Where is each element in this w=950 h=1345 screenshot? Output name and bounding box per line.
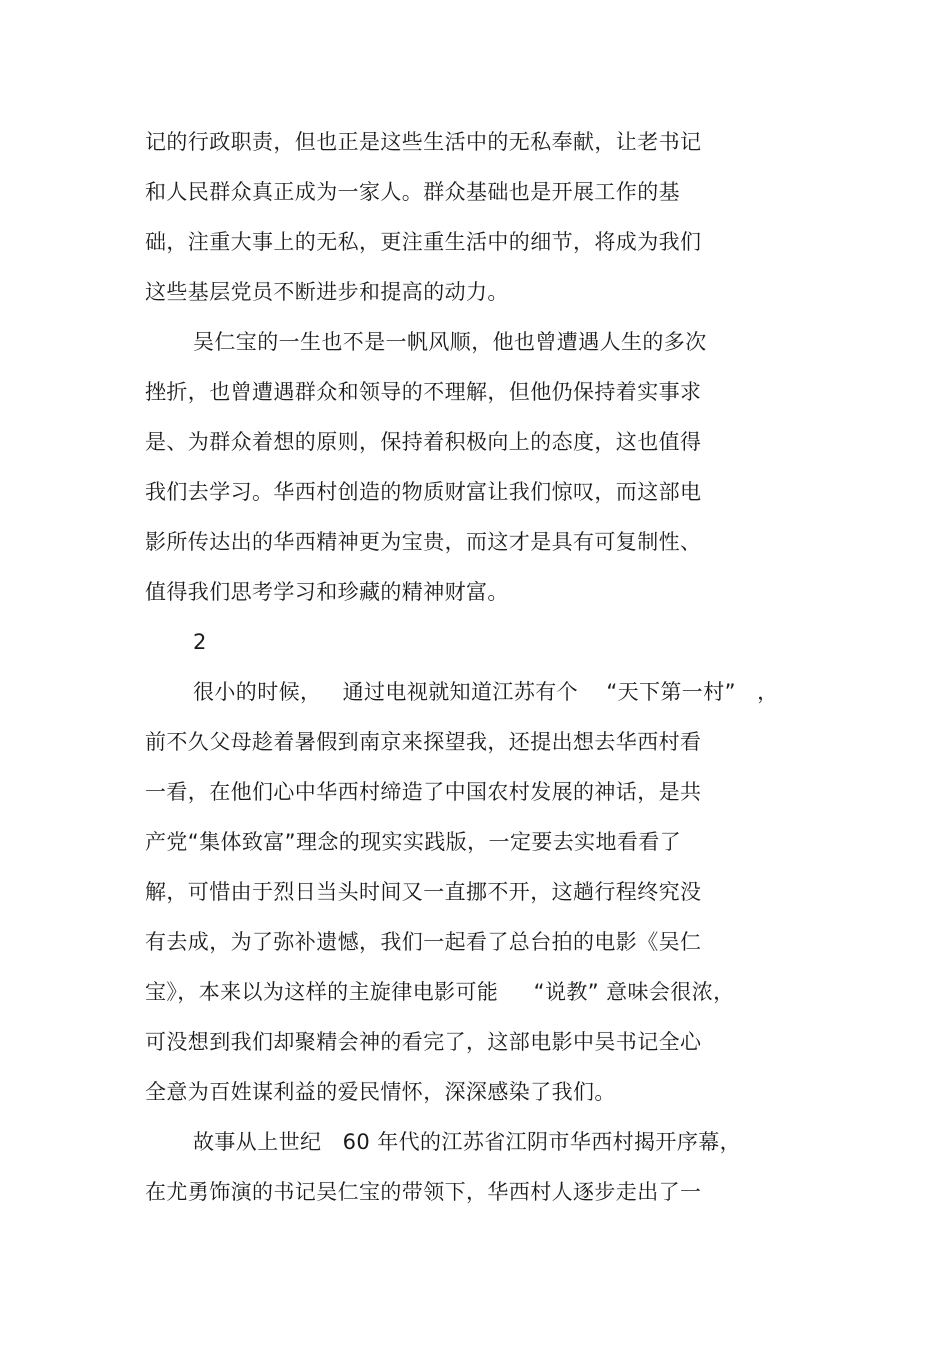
text-line: 挫折，也曾遭遇群众和领导的不理解，但他仍保持着实事求 bbox=[145, 380, 702, 404]
text-line: 产党“集体致富”理念的现实实践版，一定要去实地看看了 bbox=[145, 830, 682, 854]
text-line: 我们去学习。华西村创造的物质财富让我们惊叹，而这部电 bbox=[145, 480, 702, 504]
text-line: 础，注重大事上的无私，更注重生活中的细节，将成为我们 bbox=[145, 230, 702, 254]
text-line: 记的行政职责，但也正是这些生活中的无私奉献，让老书记 bbox=[145, 130, 702, 154]
text-line: 解，可惜由于烈日当头时间又一直挪不开，这趟行程终究没 bbox=[145, 880, 702, 904]
section-number: 2 bbox=[193, 630, 207, 654]
text-line: 这些基层党员不断进步和提高的动力。 bbox=[145, 280, 509, 304]
paragraph-first-line: 很小的时候， 通过电视就知道江苏有个 “天下第一村” ， bbox=[193, 680, 779, 704]
paragraph-first-line: 吴仁宝的一生也不是一帆风顺，他也曾遭遇人生的多次 bbox=[193, 330, 707, 354]
text-line: 影所传达出的华西精神更为宝贵，而这才是具有可复制性、 bbox=[145, 530, 702, 554]
text-line: 全意为百姓谋利益的爱民情怀，深深感染了我们。 bbox=[145, 1080, 616, 1104]
paragraph-first-line: 故事从上世纪 60 年代的江苏省江阴市华西村揭开序幕， bbox=[193, 1130, 742, 1154]
text-line: 一看，在他们心中华西村缔造了中国农村发展的神话，是共 bbox=[145, 780, 702, 804]
text-line: 是、为群众着想的原则，保持着积极向上的态度，这也值得 bbox=[145, 430, 702, 454]
text-line: 在尤勇饰演的书记吴仁宝的带领下，华西村人逐步走出了一 bbox=[145, 1180, 702, 1204]
text-line: 和人民群众真正成为一家人。群众基础也是开展工作的基 bbox=[145, 180, 680, 204]
text-line: 有去成，为了弥补遗憾，我们一起看了总台拍的电影《吴仁 bbox=[145, 930, 702, 954]
text-line: 前不久父母趁着暑假到南京来探望我，还提出想去华西村看 bbox=[145, 730, 702, 754]
text-line: 值得我们思考学习和珍藏的精神财富。 bbox=[145, 580, 509, 604]
text-line: 宝》，本来以为这样的主旋律电影可能 “说教” 意味会很浓， bbox=[145, 980, 735, 1004]
text-line: 可没想到我们却聚精会神的看完了，这部电影中吴书记全心 bbox=[145, 1030, 702, 1054]
